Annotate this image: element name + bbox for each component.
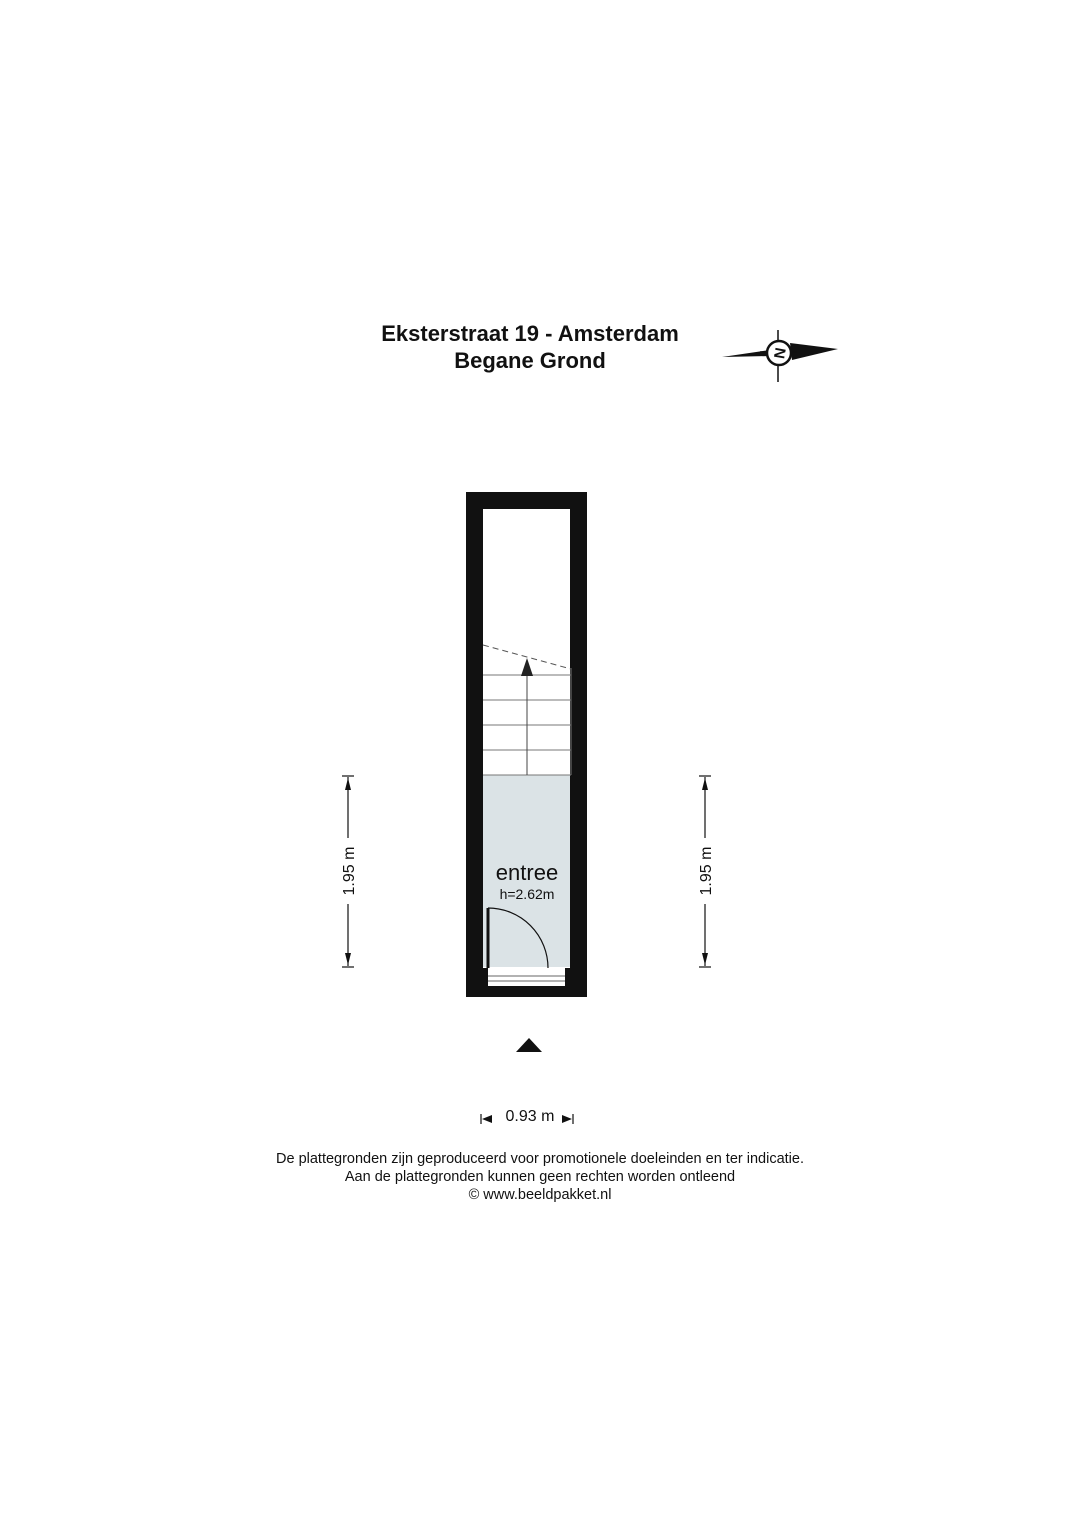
room-name: entree: [495, 860, 559, 885]
compass-label: N: [771, 346, 790, 361]
left-dimension-label: 1.95 m: [341, 846, 358, 896]
entrance-arrow-icon: [516, 1038, 542, 1052]
floor-name: Begane Grond: [454, 348, 606, 373]
disclaimer-line-1: De plattegronden zijn geproduceerd voor promotionele doeleinden en ter indicatie.: [276, 1151, 804, 1167]
disclaimer-line-3: © www.beeldpakket.nl: [468, 1187, 612, 1203]
door-threshold: [483, 968, 571, 986]
stair-direction-arrow-icon: [521, 658, 533, 676]
width-dimension-label: 0.93 m: [505, 1108, 555, 1125]
disclaimer: [140, 1150, 940, 1204]
right-dimension-label: 1.95 m: [698, 846, 715, 896]
room-height: h=2.62m: [499, 886, 555, 902]
page-title: Eksterstraat 19 - Amsterdam: [381, 321, 679, 346]
disclaimer-line-2: Aan de plattegronden kunnen geen rechten worden ontleend: [344, 1169, 736, 1185]
compass-north-icon: [722, 330, 838, 382]
